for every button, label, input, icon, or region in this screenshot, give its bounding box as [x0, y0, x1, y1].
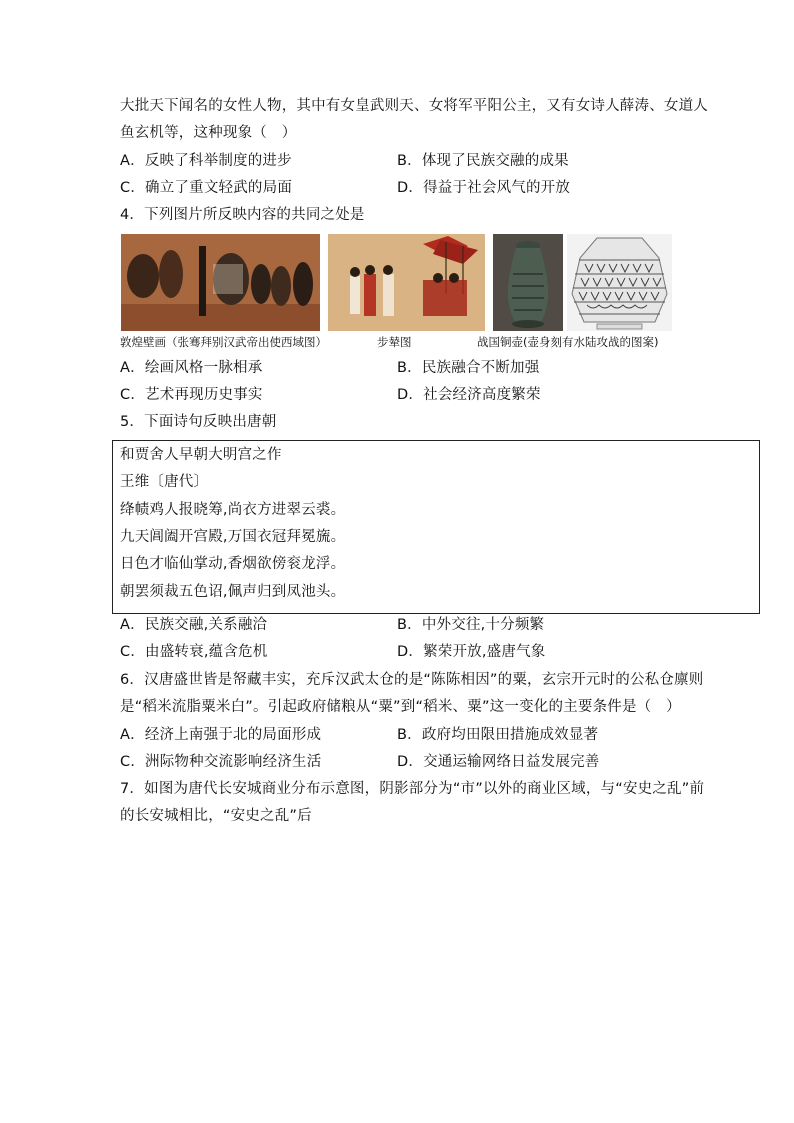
q3-option-a: A．反映了科举制度的进步: [120, 153, 292, 169]
bronze-pattern-drawing-image: [567, 234, 672, 331]
q6-option-a: A．经济上南强于北的局面形成: [120, 727, 322, 743]
dunhuang-caption: 敦煌壁画（张骞拜别汉武帝出使西域图）: [120, 335, 327, 349]
q3-option-d: D．得益于社会风气的开放: [397, 180, 571, 196]
bronze-caption: 战国铜壶(壶身刻有水陆攻战的图案): [477, 335, 659, 349]
bronze-pot-image: [493, 234, 563, 331]
poem-line: 朝罢须裁五色诏,佩声归到凤池头。: [120, 584, 346, 600]
poem-line: 绛帻鸡人报晓筹,尚衣方进翠云裘。: [120, 502, 346, 518]
q3-stem-line1: 大批天下闻名的女性人物，其中有女皇武则天、女将军平阳公主，又有女诗人薛涛、女道人: [120, 98, 708, 114]
bunian-caption: 步辇图: [377, 335, 412, 349]
poem-line: 九天阊阖开宫殿,万国衣冠拜冕旒。: [120, 529, 346, 545]
q4-option-a: A．绘画风格一脉相承: [120, 360, 263, 376]
q5-option-a: A．民族交融,关系融洽: [120, 617, 268, 633]
poem-author: 王维〔唐代〕: [120, 474, 209, 490]
poem-title: 和贾舍人早朝大明宫之作: [120, 447, 282, 463]
q5-option-b: B．中外交往,十分频繁: [397, 617, 545, 633]
q6-stem-line1: 6．汉唐盛世皆是帑藏丰实，充斥汉武太仓的是“陈陈相因”的粟，玄宗开元时的公私仓廪则: [120, 672, 704, 688]
q7-stem-line1: 7．如图为唐代长安城商业分布示意图，阴影部分为“市”以外的商业区域，与“安史之乱”前: [120, 781, 705, 797]
q5-stem: 5．下面诗句反映出唐朝: [120, 414, 277, 430]
q5-option-d: D．繁荣开放,盛唐气象: [397, 644, 546, 660]
bunian-painting-image: [328, 234, 485, 331]
q5-option-c: C．由盛转衰,蕴含危机: [120, 644, 268, 660]
q4-option-b: B．民族融合不断加强: [397, 360, 540, 376]
q4-option-c: C．艺术再现历史事实: [120, 387, 263, 403]
q4-option-d: D．社会经济高度繁荣: [397, 387, 541, 403]
q6-option-c: C．洲际物种交流影响经济生活: [120, 754, 322, 770]
q4-stem: 4．下列图片所反映内容的共同之处是: [120, 207, 365, 223]
q3-option-c: C．确立了重文轻武的局面: [120, 180, 293, 196]
q6-stem-line2: 是“稻米流脂粟米白”。引起政府储粮从“粟”到“稻米、粟”这一变化的主要条件是（ ）: [120, 699, 681, 715]
q3-stem-line2: 鱼玄机等，这种现象（ ）: [120, 125, 297, 141]
q6-option-d: D．交通运输网络日益发展完善: [397, 754, 600, 770]
q7-stem-line2: 的长安城相比，“安史之乱”后: [120, 808, 312, 824]
poem-line: 日色才临仙掌动,香烟欲傍衮龙浮。: [120, 556, 346, 572]
q3-option-b: B．体现了民族交融的成果: [397, 153, 569, 169]
dunhuang-mural-image: [121, 234, 320, 331]
q6-option-b: B．政府均田限田措施成效显著: [397, 727, 599, 743]
